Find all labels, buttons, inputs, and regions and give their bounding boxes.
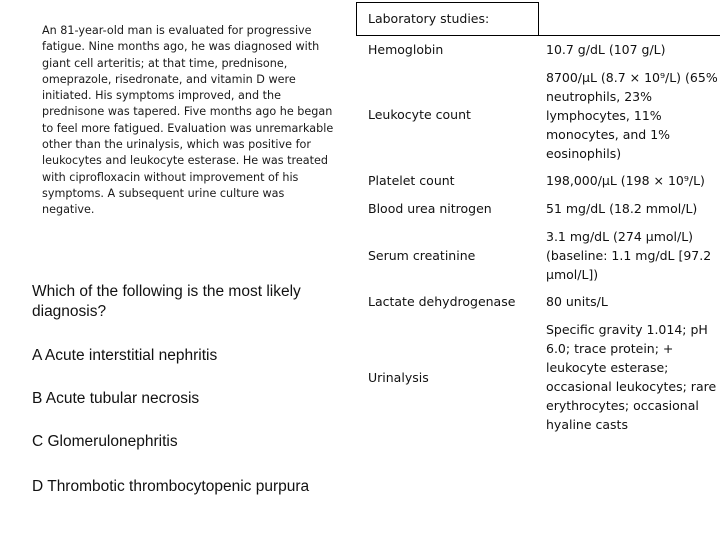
header-divider: [539, 35, 720, 36]
lab-name-serum-creatinine: Serum creatinine: [368, 248, 476, 263]
lab-name-lactate-dehydrogenase: Lactate dehydrogenase: [368, 294, 516, 309]
lab-value-lactate-dehydrogenase: 80 units/L: [546, 294, 608, 309]
case-vignette: An 81-year-old man is evaluated for progressive fatigue. Nine months ago, he was diagnosed with giant cell arteritis; at that time, prednisone, omeprazole, risedronate, and vitamin D were initiated. His symptoms improved, and the prednisone was tapered. Five months ago he began to feel more fatigued. Evaluation was unremarkable other than the urinalysis, which was positive for leukocytes and leukocyte esterase. He was treated with ciprofloxacin without improvement of his symptoms. A subsequent urine culture was negative.: [42, 24, 334, 217]
lab-name-urinalysis: Urinalysis: [368, 370, 429, 385]
answer-option-b[interactable]: B Acute tubular necrosis: [32, 390, 200, 407]
lab-value-leukocyte-count: 8700/µL (8.7 × 10⁹/L) (65% neutrophils, 23% lymphocytes, 11% monocytes, and 1% eosinophils): [546, 70, 718, 161]
lab-value-blood-urea-nitrogen: 51 mg/dL (18.2 mmol/L): [546, 201, 698, 216]
lab-name-blood-urea-nitrogen: Blood urea nitrogen: [368, 201, 492, 216]
answer-option-c[interactable]: C Glomerulonephritis: [32, 433, 178, 450]
answer-option-a[interactable]: A Acute interstitial nephritis: [32, 347, 218, 364]
lab-value-hemoglobin: 10.7 g/dL (107 g/L): [546, 42, 666, 57]
lab-value-urinalysis: Specific gravity 1.014; pH 6.0; trace protein; + leukocyte esterase; occasional leukocytes; rare erythrocytes; occasional hyaline casts: [546, 322, 717, 432]
lab-value-platelet-count: 198,000/µL (198 × 10⁹/L): [546, 173, 705, 188]
lab-name-leukocyte-count: Leukocyte count: [368, 107, 471, 122]
question-stem: Which of the following is the most likely diagnosis?: [32, 283, 301, 320]
lab-table-header: Laboratory studies:: [356, 2, 539, 36]
lab-value-serum-creatinine: 3.1 mg/dL (274 µmol/L) (baseline: 1.1 mg/dL [97.2 µmol/L]): [546, 229, 712, 282]
answer-option-d[interactable]: D Thrombotic thrombocytopenic purpura: [32, 478, 310, 495]
lab-name-hemoglobin: Hemoglobin: [368, 42, 444, 57]
lab-name-platelet-count: Platelet count: [368, 173, 455, 188]
